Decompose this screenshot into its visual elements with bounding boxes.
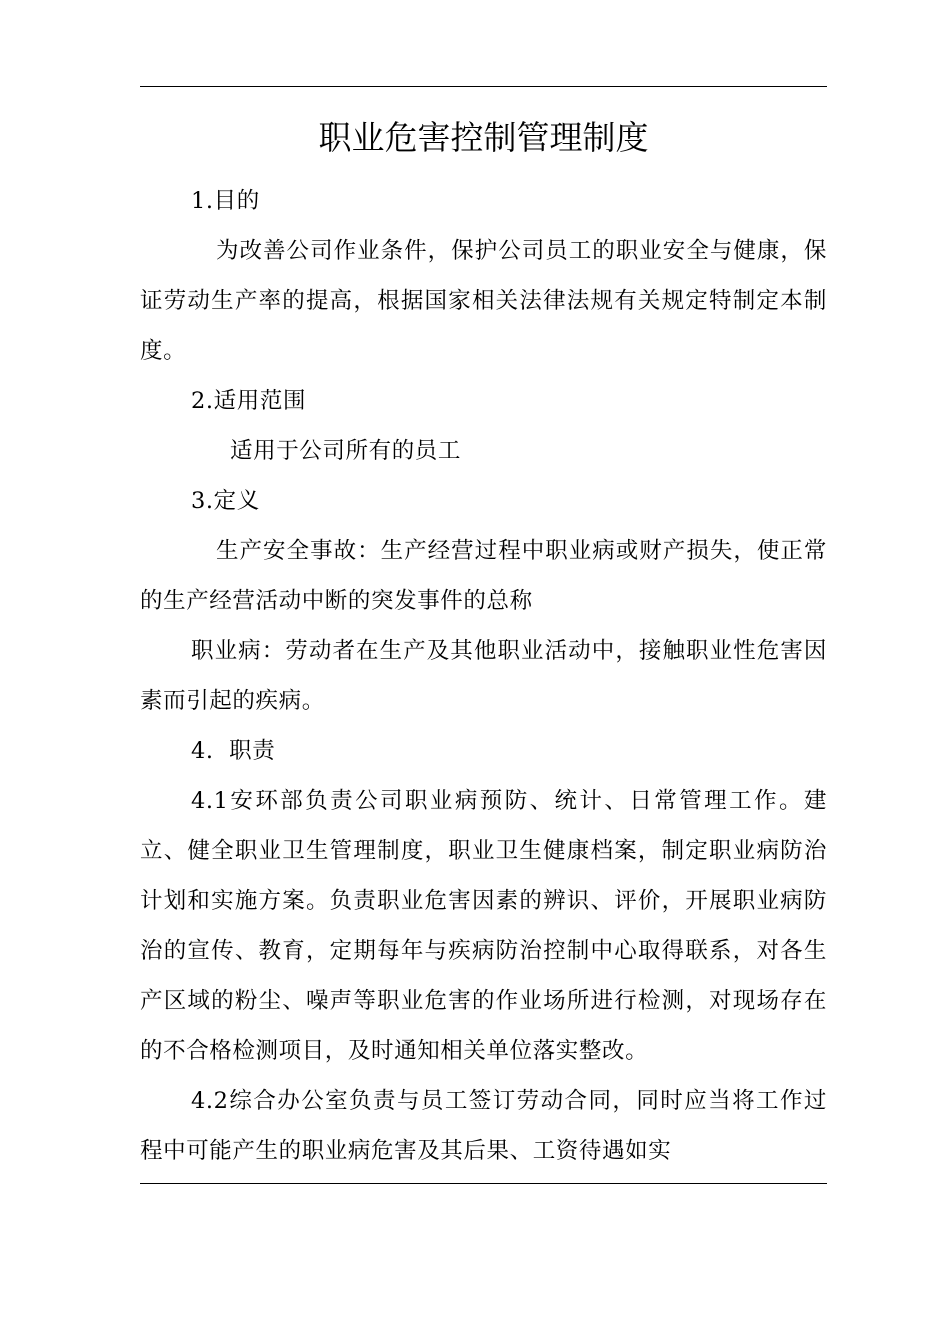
section-2-heading: 2.适用范围 bbox=[191, 388, 307, 414]
section-1-body: 为改善公司作业条件，保护公司员工的职业安全与健康，保证劳动生产率的提高，根据国家相关法律法规有关规定特制定本制度。 bbox=[140, 238, 827, 364]
section-1-heading: 1.目的 bbox=[191, 188, 260, 214]
section-3-heading: 3.定义 bbox=[191, 488, 260, 514]
definition-safety-accident: 生产安全事故：生产经营过程中职业病或财产损失，使正常的生产经营活动中断的突发事件的总称 bbox=[140, 538, 827, 614]
section-2-body: 适用于公司所有的员工 bbox=[230, 438, 462, 464]
section-4-2: 4.2综合办公室负责与员工签订劳动合同，同时应当将工作过程中可能产生的职业病危害及其后果、工资待遇如实 bbox=[140, 1088, 827, 1164]
footer-rule bbox=[140, 1183, 827, 1184]
section-4-1: 4.1安环部负责公司职业病预防、统计、日常管理工作。建立、健全职业卫生管理制度，职业卫生健康档案，制定职业病防治计划和实施方案。负责职业危害因素的辨识、评价，开展职业病防治的宣传、教育，定期每年与疾病防治控制中心取得联系，对各生产区域的粉尘、噪声等职业危害的作业场所进行检测，对现场存在的不合格检测项目，及时通知相关单位落实整改。 bbox=[140, 788, 827, 1064]
document-body bbox=[140, 176, 827, 1176]
section-4-heading: 4. 职责 bbox=[191, 738, 276, 764]
definition-occupational-disease: 职业病：劳动者在生产及其他职业活动中，接触职业性危害因素而引起的疾病。 bbox=[140, 638, 827, 714]
page-title: 职业危害控制管理制度 bbox=[318, 118, 649, 157]
header-rule bbox=[140, 86, 827, 87]
